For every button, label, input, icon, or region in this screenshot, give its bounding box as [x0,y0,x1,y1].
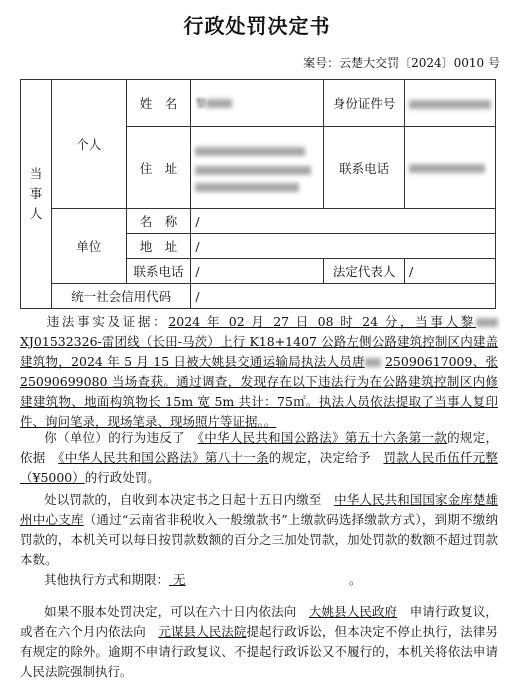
facts-body: XJ01532326-雷团线（长田-马茨）上行 K18+1407 公路左侧公路建筑控制区内建盖建筑物，2024 年 5 月 15 日被大姚县交通运输局执法人员唐 [20,334,498,369]
name-value: 黎 [191,80,324,127]
payment-text-1: 处以罚款的，自收到本决定书之日起十五日内缴至 [44,492,322,507]
rep-value: / [405,259,496,284]
id-value [405,80,496,127]
unit-address-value: / [191,234,496,259]
court-name: 元谋县人民法院 [158,624,247,639]
unit-address-label: 地 址 [126,234,191,259]
address-value [191,127,324,209]
law-violated: 《中华人民共和国公路法》第五十六条第一款 [197,430,448,445]
treasury-bank: 中华人民共和国国家金库楚雄州中心支库 [20,492,498,527]
violation-text-4: 的行政处罚。 [84,470,160,485]
appeal-text-2: 申请行政复议，或者在六个月内依法向 [20,604,498,639]
facts-paragraph [20,312,498,432]
address-label: 住 址 [126,127,191,209]
facts-date: 2024 年 02 月 27 日 08 时 24 分，当事人黎 [168,314,476,329]
name-label: 姓 名 [126,80,191,127]
unit-name-label: 名 称 [126,209,191,234]
facts-detail: 25090617009、张 25090699080 当场查获。通过调查，发现存在以下违法行为在公路建筑控制区内修建建筑物、地面构筑物长 15m 宽 5m 共计：75㎡。执法人员依法提取了当事人复印件、询问笔录，现场笔录、现场照片等证据。。 [20,354,498,429]
unit-label: 单位 [51,209,126,284]
review-authority: 大姚县人民政府 [308,604,398,619]
facts-label: 违法事实及证据： [44,314,169,329]
other-execution-line: 其他执行方式和期限： 无 。 [20,570,498,590]
other-execution-value: 无 [173,572,186,587]
violation-text-3: 的规定，决定给予 [268,450,371,465]
appeal-text-1: 如果不服本处罚决定，可以在六十日内依法向 [44,604,297,619]
rep-label: 法定代表人 [324,259,405,284]
violation-text-2: 的规定，依据 [20,430,498,465]
unit-name-value: / [191,209,496,234]
phone-label: 联系电话 [324,127,405,209]
credit-code-label: 统一社会信用代码 [51,284,190,309]
payment-paragraph [20,490,498,570]
case-number: 案号：云楚大交罚〔2024〕0010 号 [303,56,500,70]
party-info-table [20,79,496,309]
violation-paragraph [20,428,498,488]
appeal-paragraph [20,602,498,682]
party-label: 当 事 人 [21,80,52,309]
law-basis: 《中华人民共和国公路法》第八十一条 [58,450,269,465]
document-title: 行政处罚决定书 [183,14,331,38]
id-label: 身份证件号 [324,80,405,127]
violation-text-1: 你（单位）的行为违反了 [44,430,185,445]
unit-phone-label: 联系电话 [126,259,191,284]
unit-phone-value: / [191,259,324,284]
other-execution-label: 其他执行方式和期限： [44,572,170,587]
credit-code-value: / [191,284,496,309]
appeal-text-3: 提起行政诉讼，但本决定不停止执行，法律另有规定的除外。逾期不申请行政复议、不提起行政诉讼又不履行的，本机关将依法申请人民法院强制执行。 [20,624,498,679]
payment-text-2: （通过“云南省非税收入一般缴款书”上缴款码选择缴款方式），到期不缴纳罚款的，本机关可以每日按罚款数额的百分之三加处罚款，加处罚款的数额不超过罚款本数。 [20,512,498,567]
penalty-amount: 罚款人民币伍仟元整（¥5000） [20,450,498,485]
phone-value [405,127,496,209]
individual-label: 个人 [51,80,126,209]
